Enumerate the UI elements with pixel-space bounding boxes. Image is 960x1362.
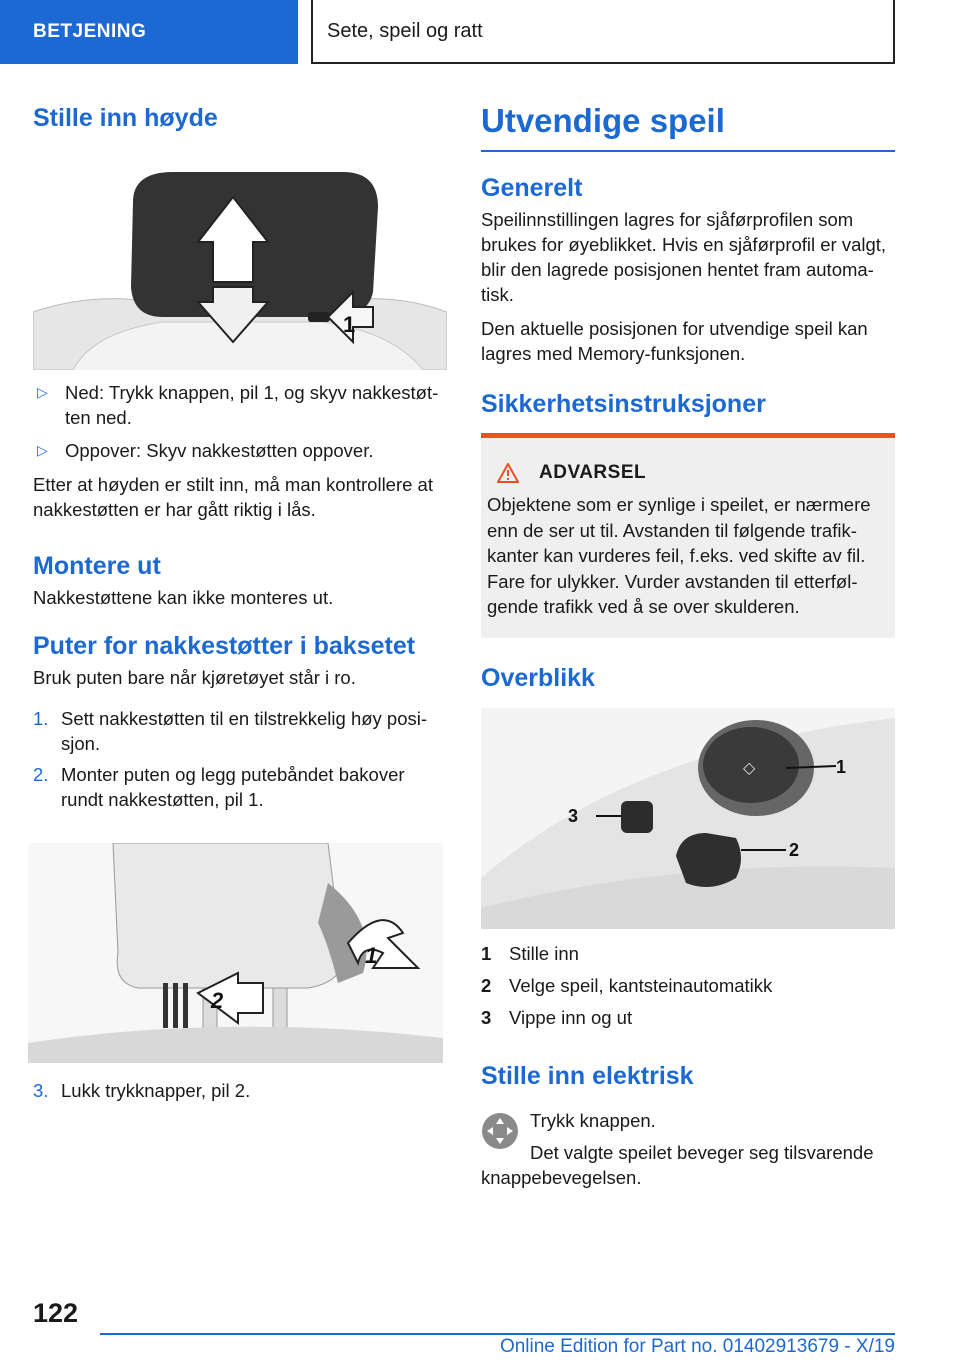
- figure-callout-3: 3: [568, 806, 579, 826]
- paragraph: Det valgte speilet beveger seg tilsvarende knappebevegelsen.: [481, 1142, 874, 1188]
- warning-title: ADVARSEL: [539, 462, 647, 483]
- left-text-block: [33, 380, 447, 812]
- mirror-switch-figure: [481, 708, 895, 929]
- legend-number: 3: [481, 1007, 492, 1028]
- bullet-icon: ▷: [37, 442, 48, 458]
- section-header: [311, 0, 895, 64]
- heading-cushion: Puter for nakkestøtter i baksetet: [33, 632, 416, 660]
- legend-item: [481, 1005, 895, 1030]
- legend-item: [481, 973, 895, 998]
- legend: [481, 941, 895, 1091]
- legend-item: [481, 941, 895, 966]
- legend-number: 2: [481, 975, 492, 996]
- heading-height: Stille inn høyde: [33, 104, 218, 132]
- legend-text: Velge speil, kantsteinautomatikk: [509, 975, 773, 996]
- figure-callout-2: 2: [211, 988, 224, 1013]
- legend-text: Stille inn: [509, 943, 579, 964]
- step-text: Monter puten og legg putebåndet bakover rundt nakkestøtten, pil 1.: [61, 764, 405, 810]
- chapter-title: BETJENING: [33, 21, 147, 42]
- figure-callout-2: 2: [789, 840, 800, 860]
- step-text: Lukk trykknapper, pil 2.: [61, 1080, 251, 1101]
- heading-remove: Montere ut: [33, 552, 161, 580]
- paragraph: Den aktuelle posisjonen for utvendige speil kan lagres med Memory-funksjonen.: [481, 318, 868, 364]
- paragraph: Etter at høyden er stilt inn, må man kontrollere at nakkestøtten er har gått riktig i lås.: [33, 474, 433, 520]
- figure-callout-1: 1: [343, 312, 356, 337]
- paragraph: Bruk puten bare når kjøretøyet står i ro.: [33, 667, 356, 688]
- list-item: [33, 438, 447, 463]
- warning-box: [481, 433, 895, 638]
- step-number: 3.: [33, 1080, 49, 1101]
- left-column: [33, 104, 447, 133]
- section-title: Sete, speil og ratt: [327, 19, 483, 42]
- right-column: [481, 102, 895, 419]
- list-item: [33, 380, 447, 430]
- figure-callout-1: 1: [836, 757, 847, 777]
- heading-overview: Overblikk: [481, 664, 595, 692]
- list-item-text: Ned: Trykk knappen, pil 1, og skyv nakkestøt-ten ned.: [65, 382, 439, 428]
- chapter-tab: [0, 0, 298, 64]
- list-item-text: Oppover: Skyv nakkestøtten oppover.: [65, 440, 374, 461]
- list-item: [33, 1078, 447, 1103]
- paragraph: Speilinnstillingen lagres for sjåførprofilen som brukes for øyeblikket. Hvis en sjåførprofil er valgt, blir den lagrede posisjonen hentet fram automa-tisk.: [481, 209, 887, 305]
- cushion-figure: [28, 843, 443, 1063]
- heading-electric: Stille inn elektrisk: [481, 1062, 694, 1090]
- legend-number: 1: [481, 943, 492, 964]
- paragraph: Nakkestøttene kan ikke monteres ut.: [33, 587, 334, 608]
- heading-general: Generelt: [481, 174, 583, 202]
- heading-safety: Sikkerhetsinstruksjoner: [481, 390, 766, 418]
- svg-text:◇: ◇: [743, 760, 756, 777]
- footer-rule: [100, 1333, 895, 1335]
- headrest-figure: [33, 162, 447, 370]
- edition-note: Online Edition for Part no. 01402913679 - X/19: [499, 1336, 895, 1357]
- step-text: Sett nakkestøtten til en tilstrekkelig høy posi-sjon.: [61, 708, 428, 754]
- heading-mirrors: Utvendige speil: [481, 102, 725, 139]
- warning-icon: [497, 463, 519, 483]
- list-item: [33, 762, 447, 812]
- page-number: 122: [33, 1298, 79, 1328]
- step-number: 1.: [33, 708, 49, 729]
- heading-rule: [481, 150, 895, 152]
- legend-text: Vippe inn og ut: [509, 1007, 633, 1028]
- warning-text: Objektene som er synlige i speilet, er nærmere enn de ser ut til. Avstanden til følgende trafik-kanter kan vurderes feil, f.eks. ved skifte av fil. Fare for ulykker. Vurder avstanden til etterføl-gende trafikk ved å se over skulderen.: [487, 494, 871, 617]
- bullet-icon: ▷: [37, 384, 48, 400]
- step-number: 2.: [33, 764, 49, 785]
- paragraph: Trykk knappen.: [530, 1110, 656, 1131]
- figure-callout-1: 1: [365, 943, 378, 968]
- left-step-3: [33, 1078, 447, 1103]
- list-item: [33, 706, 447, 756]
